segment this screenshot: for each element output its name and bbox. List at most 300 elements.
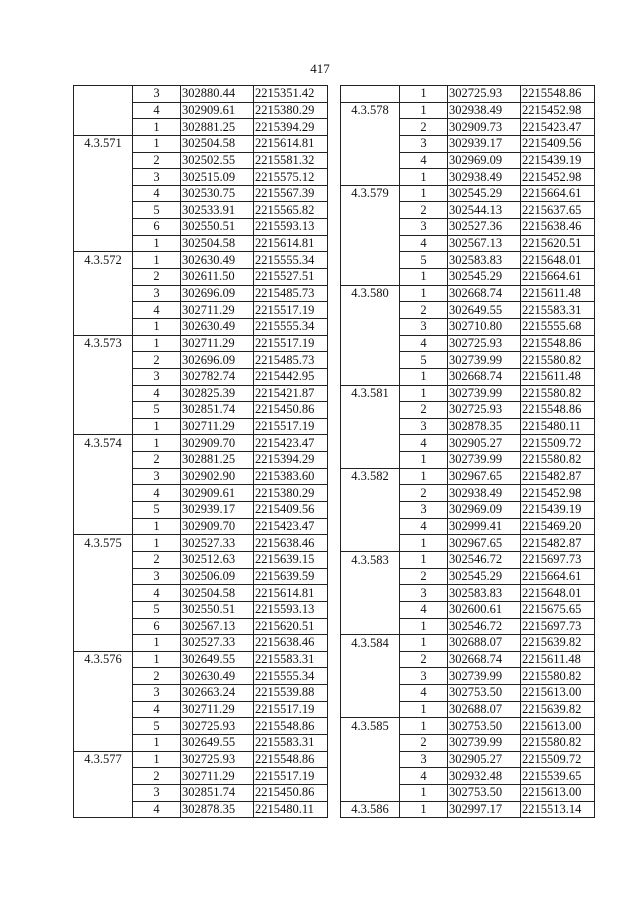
table-row (74, 701, 328, 718)
x-coordinate-cell: 302506.09 (181, 568, 254, 585)
table-row (341, 202, 595, 219)
point-number-cell: 3 (133, 285, 181, 302)
table-row (74, 318, 328, 335)
plot-number-cell (74, 468, 133, 485)
table-row (74, 252, 328, 269)
table-row (74, 801, 328, 818)
y-coordinate-cell: 2215580.82 (521, 385, 595, 402)
y-coordinate-cell: 2215639.82 (521, 635, 595, 652)
x-coordinate-cell: 302880.44 (181, 86, 254, 103)
table-row (341, 768, 595, 785)
x-coordinate-cell: 302583.83 (448, 252, 521, 269)
point-number-cell: 2 (400, 568, 448, 585)
table-row (74, 502, 328, 519)
x-coordinate-cell: 302504.58 (181, 585, 254, 602)
point-number-cell: 3 (400, 219, 448, 236)
y-coordinate-cell: 2215383.60 (254, 468, 328, 485)
x-coordinate-cell: 302550.51 (181, 219, 254, 236)
point-number-cell: 2 (400, 734, 448, 751)
plot-number-cell (74, 618, 133, 635)
plot-number-cell (74, 518, 133, 535)
plot-number-cell (74, 701, 133, 718)
plot-number-cell: 4.3.582 (341, 468, 400, 485)
plot-number-cell (341, 86, 400, 103)
plot-number-cell (74, 219, 133, 236)
plot-number-cell (341, 368, 400, 385)
point-number-cell: 1 (133, 435, 181, 452)
x-coordinate-cell: 302668.74 (448, 368, 521, 385)
y-coordinate-cell: 2215539.65 (521, 768, 595, 785)
x-coordinate-cell: 302544.13 (448, 202, 521, 219)
x-coordinate-cell: 302630.49 (181, 668, 254, 685)
table-row (74, 518, 328, 535)
x-coordinate-cell: 302530.75 (181, 185, 254, 202)
plot-number-cell (341, 219, 400, 236)
point-number-cell: 1 (133, 235, 181, 252)
plot-number-cell (74, 452, 133, 469)
page-number: 417 (310, 61, 330, 76)
plot-number-cell (74, 418, 133, 435)
point-number-cell: 4 (133, 701, 181, 718)
plot-number-cell (341, 252, 400, 269)
y-coordinate-cell: 2215580.82 (521, 734, 595, 751)
plot-number-cell (74, 385, 133, 402)
table-row (74, 302, 328, 319)
table-row (74, 235, 328, 252)
y-coordinate-cell: 2215664.61 (521, 568, 595, 585)
y-coordinate-cell: 2215517.19 (254, 302, 328, 319)
plot-number-cell (74, 86, 133, 103)
y-coordinate-cell: 2215620.51 (521, 235, 595, 252)
table-row (341, 269, 595, 286)
table-row (74, 551, 328, 568)
point-number-cell: 3 (133, 86, 181, 103)
plot-number-cell (341, 418, 400, 435)
table-row (341, 468, 595, 485)
point-number-cell: 2 (400, 485, 448, 502)
x-coordinate-cell: 302938.49 (448, 102, 521, 119)
table-row (74, 651, 328, 668)
x-coordinate-cell: 302967.65 (448, 535, 521, 552)
table-row (74, 169, 328, 186)
y-coordinate-cell: 2215555.68 (521, 318, 595, 335)
table-row (341, 285, 595, 302)
x-coordinate-cell: 302725.93 (448, 86, 521, 103)
y-coordinate-cell: 2215469.20 (521, 518, 595, 535)
plot-number-cell (341, 784, 400, 801)
plot-number-cell (341, 618, 400, 635)
table-row (341, 635, 595, 652)
y-coordinate-cell: 2215421.87 (254, 385, 328, 402)
plot-number-cell (341, 601, 400, 618)
x-coordinate-cell: 302545.29 (448, 568, 521, 585)
y-coordinate-cell: 2215482.87 (521, 468, 595, 485)
plot-number-cell (341, 402, 400, 419)
table-row (341, 734, 595, 751)
x-coordinate-cell: 302527.36 (448, 219, 521, 236)
point-number-cell: 1 (400, 701, 448, 718)
y-coordinate-cell: 2215439.19 (521, 502, 595, 519)
y-coordinate-cell: 2215567.39 (254, 185, 328, 202)
y-coordinate-cell: 2215639.15 (254, 551, 328, 568)
point-number-cell: 1 (133, 734, 181, 751)
x-coordinate-cell: 302739.99 (448, 734, 521, 751)
point-number-cell: 4 (133, 102, 181, 119)
point-number-cell: 3 (400, 751, 448, 768)
x-coordinate-cell: 302739.99 (448, 352, 521, 369)
x-coordinate-cell: 302696.09 (181, 285, 254, 302)
plot-number-cell (341, 318, 400, 335)
table-row (341, 568, 595, 585)
y-coordinate-cell: 2215593.13 (254, 219, 328, 236)
y-coordinate-cell: 2215583.31 (254, 734, 328, 751)
plot-number-cell (341, 302, 400, 319)
plot-number-cell: 4.3.579 (341, 185, 400, 202)
plot-number-cell (74, 169, 133, 186)
y-coordinate-cell: 2215548.86 (521, 335, 595, 352)
plot-number-cell: 4.3.574 (74, 435, 133, 452)
point-number-cell: 4 (400, 768, 448, 785)
table-row (74, 568, 328, 585)
plot-number-cell (74, 685, 133, 702)
point-number-cell: 2 (133, 352, 181, 369)
x-coordinate-cell: 302932.48 (448, 768, 521, 785)
point-number-cell: 1 (400, 452, 448, 469)
x-coordinate-cell: 302688.07 (448, 635, 521, 652)
x-coordinate-cell: 302545.29 (448, 185, 521, 202)
table-row (74, 335, 328, 352)
y-coordinate-cell: 2215517.19 (254, 701, 328, 718)
point-number-cell: 2 (400, 119, 448, 136)
point-number-cell: 1 (133, 135, 181, 152)
plot-number-cell (341, 701, 400, 718)
table-row (341, 751, 595, 768)
point-number-cell: 2 (133, 452, 181, 469)
y-coordinate-cell: 2215580.82 (521, 668, 595, 685)
point-number-cell: 3 (133, 368, 181, 385)
table-row (341, 102, 595, 119)
y-coordinate-cell: 2215565.82 (254, 202, 328, 219)
y-coordinate-cell: 2215638.46 (254, 535, 328, 552)
y-coordinate-cell: 2215517.19 (254, 335, 328, 352)
plot-number-cell (74, 784, 133, 801)
point-number-cell: 6 (133, 618, 181, 635)
plot-number-cell: 4.3.578 (341, 102, 400, 119)
plot-number-cell (74, 801, 133, 818)
y-coordinate-cell: 2215423.47 (521, 119, 595, 136)
y-coordinate-cell: 2215482.87 (521, 535, 595, 552)
coordinates-table-left (73, 85, 328, 818)
y-coordinate-cell: 2215697.73 (521, 618, 595, 635)
x-coordinate-cell: 302725.93 (448, 335, 521, 352)
table-row (341, 119, 595, 136)
table-row (341, 335, 595, 352)
table-row (74, 784, 328, 801)
y-coordinate-cell: 2215697.73 (521, 551, 595, 568)
table-row (341, 86, 595, 103)
table-row (341, 685, 595, 702)
x-coordinate-cell: 302878.35 (181, 801, 254, 818)
y-coordinate-cell: 2215513.14 (521, 801, 595, 818)
table-row (74, 269, 328, 286)
plot-number-cell (74, 718, 133, 735)
y-coordinate-cell: 2215380.29 (254, 485, 328, 502)
x-coordinate-cell: 302710.80 (448, 318, 521, 335)
y-coordinate-cell: 2215555.34 (254, 318, 328, 335)
plot-number-cell (74, 768, 133, 785)
plot-number-cell (74, 235, 133, 252)
x-coordinate-cell: 302825.39 (181, 385, 254, 402)
x-coordinate-cell: 302939.17 (448, 135, 521, 152)
plot-number-cell (74, 318, 133, 335)
table-row (341, 368, 595, 385)
point-number-cell: 3 (133, 685, 181, 702)
point-number-cell: 3 (133, 169, 181, 186)
table-row (74, 152, 328, 169)
point-number-cell: 1 (400, 468, 448, 485)
point-number-cell: 1 (400, 718, 448, 735)
plot-number-cell: 4.3.576 (74, 651, 133, 668)
y-coordinate-cell: 2215548.86 (521, 86, 595, 103)
table-row (341, 585, 595, 602)
table-row (74, 219, 328, 236)
y-coordinate-cell: 2215548.86 (254, 718, 328, 735)
plot-number-cell (74, 185, 133, 202)
x-coordinate-cell: 302881.25 (181, 119, 254, 136)
point-number-cell: 1 (400, 285, 448, 302)
table-row (341, 502, 595, 519)
plot-number-cell (74, 568, 133, 585)
table-row (341, 152, 595, 169)
table-row (341, 302, 595, 319)
plot-number-cell: 4.3.586 (341, 801, 400, 818)
point-number-cell: 2 (400, 402, 448, 419)
y-coordinate-cell: 2215485.73 (254, 285, 328, 302)
plot-number-cell (341, 435, 400, 452)
point-number-cell: 1 (133, 518, 181, 535)
table-row (74, 452, 328, 469)
plot-number-cell: 4.3.585 (341, 718, 400, 735)
table-row (74, 418, 328, 435)
table-row (74, 751, 328, 768)
table-row (74, 685, 328, 702)
table-row (341, 235, 595, 252)
point-number-cell: 2 (133, 768, 181, 785)
x-coordinate-cell: 302546.72 (448, 551, 521, 568)
point-number-cell: 3 (400, 135, 448, 152)
point-number-cell: 5 (133, 502, 181, 519)
table-row (74, 352, 328, 369)
point-number-cell: 5 (400, 352, 448, 369)
y-coordinate-cell: 2215575.12 (254, 169, 328, 186)
plot-number-cell (341, 119, 400, 136)
x-coordinate-cell: 302969.09 (448, 502, 521, 519)
point-number-cell: 4 (133, 801, 181, 818)
y-coordinate-cell: 2215527.51 (254, 269, 328, 286)
y-coordinate-cell: 2215439.19 (521, 152, 595, 169)
table-row (74, 468, 328, 485)
y-coordinate-cell: 2215638.46 (254, 635, 328, 652)
table-row (74, 734, 328, 751)
plot-number-cell: 4.3.581 (341, 385, 400, 402)
point-number-cell: 1 (133, 635, 181, 652)
table-row (341, 135, 595, 152)
y-coordinate-cell: 2215613.00 (521, 685, 595, 702)
plot-number-cell (341, 734, 400, 751)
y-coordinate-cell: 2215452.98 (521, 169, 595, 186)
y-coordinate-cell: 2215509.72 (521, 435, 595, 452)
plot-number-cell (74, 302, 133, 319)
table-row (341, 252, 595, 269)
point-number-cell: 6 (133, 219, 181, 236)
plot-number-cell (341, 202, 400, 219)
x-coordinate-cell: 302546.72 (448, 618, 521, 635)
x-coordinate-cell: 302878.35 (448, 418, 521, 435)
point-number-cell: 2 (133, 668, 181, 685)
x-coordinate-cell: 302753.50 (448, 784, 521, 801)
table-row (74, 668, 328, 685)
y-coordinate-cell: 2215450.86 (254, 784, 328, 801)
x-coordinate-cell: 302909.61 (181, 485, 254, 502)
point-number-cell: 5 (133, 202, 181, 219)
point-number-cell: 2 (400, 651, 448, 668)
x-coordinate-cell: 302711.29 (181, 302, 254, 319)
y-coordinate-cell: 2215485.73 (254, 352, 328, 369)
plot-number-cell (74, 585, 133, 602)
plot-number-cell: 4.3.575 (74, 535, 133, 552)
table-row (74, 635, 328, 652)
y-coordinate-cell: 2215423.47 (254, 435, 328, 452)
x-coordinate-cell: 302545.29 (448, 269, 521, 286)
point-number-cell: 1 (400, 102, 448, 119)
point-number-cell: 1 (400, 635, 448, 652)
table-row (74, 285, 328, 302)
y-coordinate-cell: 2215380.29 (254, 102, 328, 119)
point-number-cell: 1 (400, 618, 448, 635)
plot-number-cell (74, 269, 133, 286)
point-number-cell: 2 (133, 551, 181, 568)
point-number-cell: 1 (400, 551, 448, 568)
point-number-cell: 1 (133, 651, 181, 668)
point-number-cell: 4 (133, 302, 181, 319)
table-row (341, 551, 595, 568)
table-row (341, 485, 595, 502)
y-coordinate-cell: 2215480.11 (521, 418, 595, 435)
y-coordinate-cell: 2215423.47 (254, 518, 328, 535)
y-coordinate-cell: 2215638.46 (521, 219, 595, 236)
table-row (341, 402, 595, 419)
y-coordinate-cell: 2215517.19 (254, 418, 328, 435)
plot-number-cell (341, 169, 400, 186)
table-row (74, 585, 328, 602)
point-number-cell: 1 (133, 751, 181, 768)
plot-number-cell (341, 568, 400, 585)
point-number-cell: 2 (133, 152, 181, 169)
table-row (341, 651, 595, 668)
x-coordinate-cell: 302711.29 (181, 701, 254, 718)
table-row (341, 601, 595, 618)
x-coordinate-cell: 302739.99 (448, 385, 521, 402)
point-number-cell: 3 (133, 784, 181, 801)
x-coordinate-cell: 302527.33 (181, 635, 254, 652)
point-number-cell: 2 (400, 302, 448, 319)
y-coordinate-cell: 2215351.42 (254, 86, 328, 103)
y-coordinate-cell: 2215637.65 (521, 202, 595, 219)
plot-number-cell (74, 368, 133, 385)
plot-number-cell (74, 102, 133, 119)
table-row (74, 185, 328, 202)
point-number-cell: 1 (400, 368, 448, 385)
plot-number-cell (341, 485, 400, 502)
x-coordinate-cell: 302782.74 (181, 368, 254, 385)
point-number-cell: 4 (400, 518, 448, 535)
x-coordinate-cell: 302668.74 (448, 285, 521, 302)
x-coordinate-cell: 302739.99 (448, 452, 521, 469)
x-coordinate-cell: 302630.49 (181, 318, 254, 335)
x-coordinate-cell: 302711.29 (181, 335, 254, 352)
x-coordinate-cell: 302583.83 (448, 585, 521, 602)
plot-number-cell (341, 135, 400, 152)
x-coordinate-cell: 302502.55 (181, 152, 254, 169)
x-coordinate-cell: 302909.70 (181, 518, 254, 535)
point-number-cell: 4 (133, 485, 181, 502)
table-row (341, 535, 595, 552)
point-number-cell: 5 (133, 718, 181, 735)
table-row (74, 618, 328, 635)
plot-number-cell (341, 768, 400, 785)
y-coordinate-cell: 2215539.88 (254, 685, 328, 702)
point-number-cell: 1 (400, 269, 448, 286)
x-coordinate-cell: 302725.93 (181, 718, 254, 735)
x-coordinate-cell: 302567.13 (448, 235, 521, 252)
plot-number-cell (74, 668, 133, 685)
plot-number-cell (74, 635, 133, 652)
point-number-cell: 1 (400, 169, 448, 186)
point-number-cell: 5 (133, 601, 181, 618)
point-number-cell: 4 (400, 152, 448, 169)
point-number-cell: 4 (133, 185, 181, 202)
table-row (341, 219, 595, 236)
y-coordinate-cell: 2215611.48 (521, 285, 595, 302)
x-coordinate-cell: 302753.50 (448, 718, 521, 735)
table-row (74, 119, 328, 136)
y-coordinate-cell: 2215394.29 (254, 452, 328, 469)
plot-number-cell (74, 202, 133, 219)
table-row (341, 618, 595, 635)
plot-number-cell (341, 651, 400, 668)
y-coordinate-cell: 2215394.29 (254, 119, 328, 136)
table-row (341, 352, 595, 369)
x-coordinate-cell: 302649.55 (181, 734, 254, 751)
point-number-cell: 4 (400, 235, 448, 252)
table-row (74, 102, 328, 119)
point-number-cell: 1 (133, 335, 181, 352)
point-number-cell: 4 (133, 385, 181, 402)
plot-number-cell (74, 152, 133, 169)
point-number-cell: 5 (133, 402, 181, 419)
y-coordinate-cell: 2215452.98 (521, 102, 595, 119)
x-coordinate-cell: 302739.99 (448, 668, 521, 685)
point-number-cell: 3 (400, 418, 448, 435)
x-coordinate-cell: 302550.51 (181, 601, 254, 618)
plot-number-cell (341, 518, 400, 535)
plot-number-cell (74, 352, 133, 369)
x-coordinate-cell: 302969.09 (448, 152, 521, 169)
plot-number-cell (74, 734, 133, 751)
table-row (341, 668, 595, 685)
x-coordinate-cell: 302527.33 (181, 535, 254, 552)
y-coordinate-cell: 2215509.72 (521, 751, 595, 768)
